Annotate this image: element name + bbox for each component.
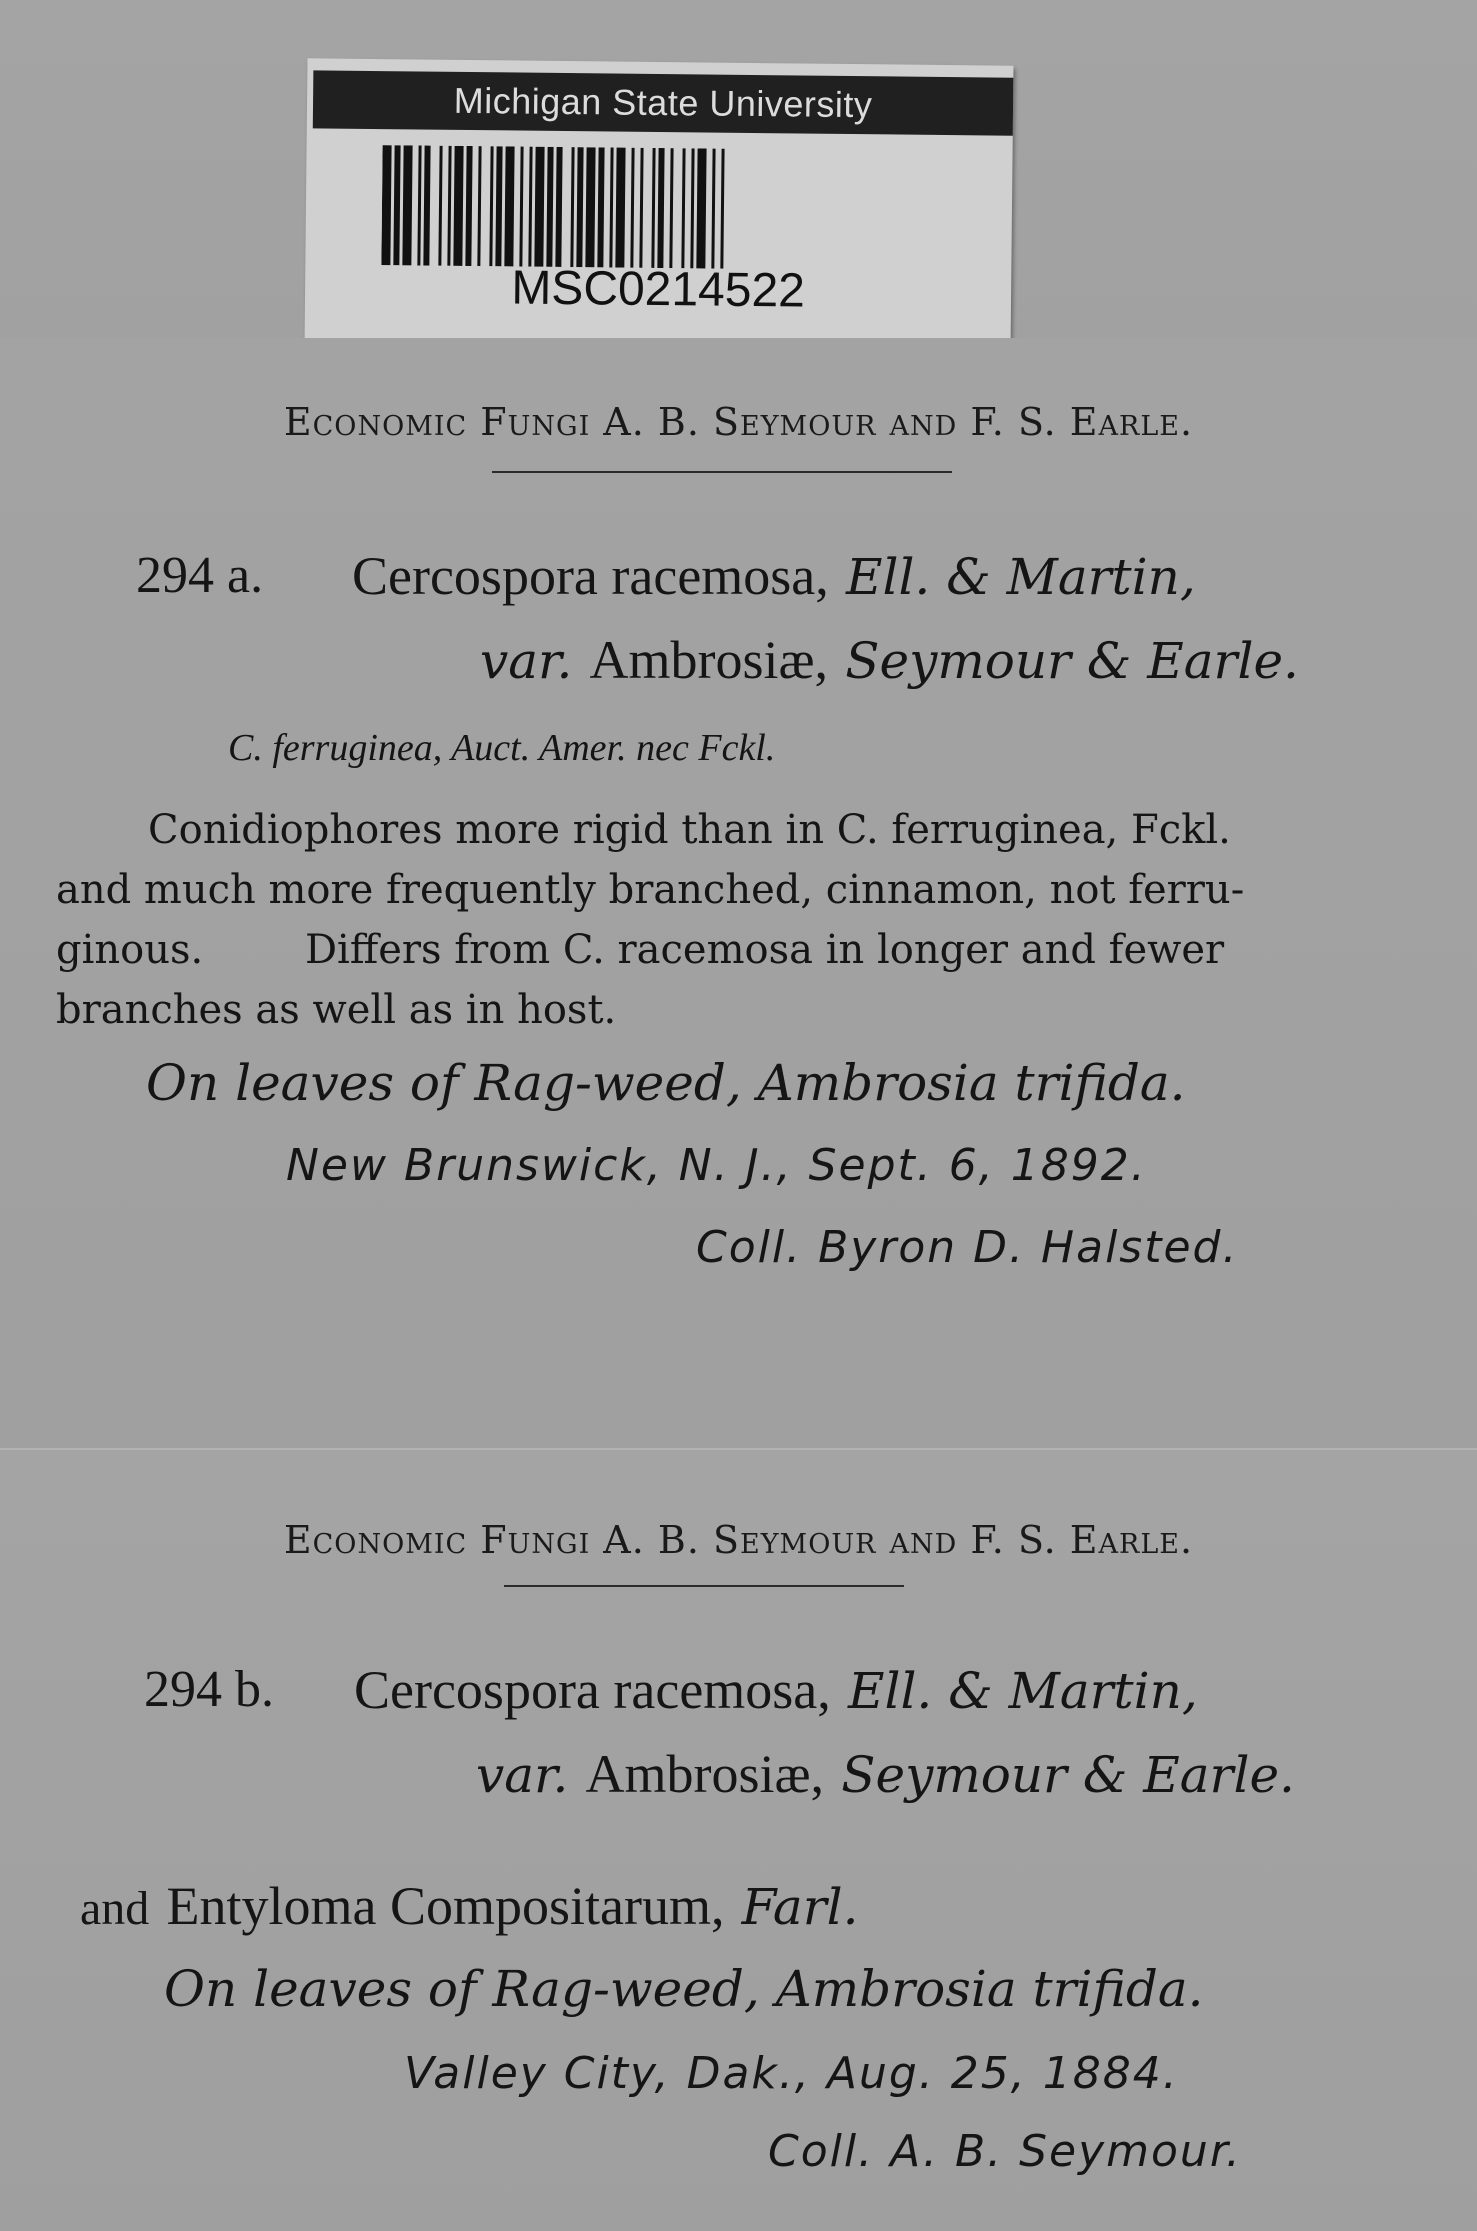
barcode-bar <box>651 148 655 268</box>
barcode-institution: Michigan State University <box>313 70 1014 135</box>
variety-prefix: var. <box>476 1746 569 1804</box>
barcode-bar <box>630 148 634 268</box>
variety-line <box>476 1742 1295 1805</box>
variety-line <box>480 628 1299 691</box>
variety-prefix: var. <box>480 632 573 690</box>
additional-species: Entyloma Compositarum, <box>166 1876 725 1936</box>
header-rule <box>504 1585 904 1587</box>
barcode-bar <box>417 145 421 265</box>
description-line: Conidiophores more rigid than in C. ferruginea, Fckl. <box>148 807 1231 853</box>
barcode-bar <box>528 147 532 267</box>
variety-authors: Seymour & Earle. <box>841 1746 1295 1804</box>
locality: Valley City, Dak., Aug. 25, 1884. <box>404 2048 1179 2099</box>
label-294a <box>0 338 1477 1448</box>
description-line: ginous. Differs from C. racemosa in longer and fewer <box>56 927 1225 973</box>
additional-species-line <box>80 1874 859 1937</box>
species-name: Cercospora racemosa, <box>352 546 829 606</box>
species-line <box>352 544 1196 607</box>
exsiccata-number: 294 a. <box>136 547 264 604</box>
barcode-bar <box>495 146 502 266</box>
host: On leaves of Rag-weed, Ambrosia trifida. <box>164 1960 1204 2018</box>
barcode-bar <box>681 148 685 268</box>
barcode-bar <box>438 146 442 266</box>
collector: Coll. A. B. Seymour. <box>768 2126 1242 2177</box>
barcode-bar <box>609 147 613 267</box>
barcode-bar <box>657 148 664 268</box>
barcode-bar <box>585 147 595 267</box>
barcode-bar <box>597 147 604 267</box>
collector: Coll. Byron D. Halsted. <box>696 1222 1239 1273</box>
exsiccata-number: 294 b. <box>144 1661 274 1718</box>
description-line: and much more frequently branched, cinnamon, not ferru- <box>56 867 1245 913</box>
barcode-bar <box>534 147 544 267</box>
species-authors: Ell. & Martin, <box>847 1662 1198 1720</box>
barcode-bar <box>669 148 673 268</box>
additional-prefix: and <box>80 1882 150 1935</box>
barcode-bar <box>690 148 694 268</box>
barcode-label <box>305 58 1014 351</box>
variety-name: Ambrosiæ, <box>585 1744 825 1804</box>
barcode-bar <box>720 149 724 269</box>
synonym: C. ferruginea, Auct. Amer. nec Fckl. <box>228 727 776 769</box>
species-authors: Ell. & Martin, <box>845 548 1196 606</box>
barcode-bar <box>453 146 463 266</box>
barcode-bar <box>519 147 523 267</box>
barcode-bar <box>504 146 514 266</box>
barcode-bar <box>639 148 643 268</box>
barcode-bars <box>381 145 942 271</box>
barcode-bar <box>570 147 574 267</box>
barcode-bar <box>423 146 430 266</box>
barcode-bar <box>615 148 625 268</box>
description-line: branches as well as in host. <box>56 987 617 1033</box>
barcode-bar <box>447 146 451 266</box>
barcode-bar <box>477 146 481 266</box>
barcode-bar <box>576 147 583 267</box>
species-line <box>354 1658 1198 1721</box>
barcode-bar <box>711 149 715 269</box>
barcode-bar <box>402 145 412 265</box>
header-rule <box>492 471 952 473</box>
host: On leaves of Rag-weed, Ambrosia trifida. <box>146 1054 1186 1112</box>
variety-authors: Seymour & Earle. <box>845 632 1299 690</box>
barcode-number: MSC0214522 <box>511 261 806 318</box>
barcode-bar <box>555 147 562 267</box>
description <box>56 800 1386 1040</box>
barcode-bar <box>465 146 472 266</box>
label-header: Economic Fungi A. B. Seymour and F. S. Earle. <box>283 400 1194 444</box>
barcode-bar <box>489 146 493 266</box>
barcode-bar <box>393 145 400 265</box>
additional-authors: Farl. <box>741 1878 859 1936</box>
species-name: Cercospora racemosa, <box>354 1660 831 1720</box>
label-294b <box>0 1448 1477 2231</box>
barcode-bar <box>546 147 553 267</box>
locality: New Brunswick, N. J., Sept. 6, 1892. <box>286 1140 1147 1191</box>
barcode-bar <box>696 148 706 268</box>
variety-name: Ambrosiæ, <box>589 630 829 690</box>
label-header: Economic Fungi A. B. Seymour and F. S. Earle. <box>283 1518 1194 1562</box>
barcode-bar <box>381 145 391 265</box>
